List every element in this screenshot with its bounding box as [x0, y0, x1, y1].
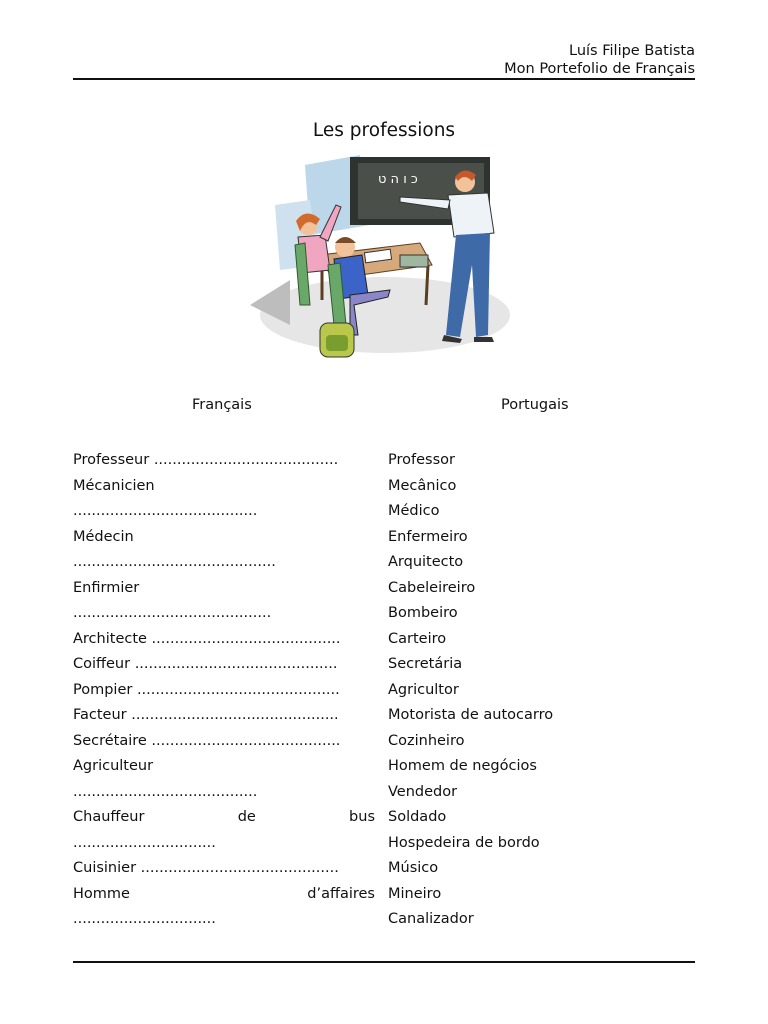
page-header	[504, 42, 695, 78]
french-line	[73, 703, 375, 729]
portuguese-word: Músico	[388, 860, 439, 876]
author-name: Luís Filipe Batista	[569, 43, 695, 59]
french-word: de	[237, 809, 256, 825]
portuguese-word: Cozinheiro	[388, 732, 465, 749]
french-line	[73, 627, 375, 653]
french-line	[73, 856, 375, 882]
column-heading-portuguese: Portugais	[501, 397, 569, 413]
french-word: Agriculteur	[73, 758, 154, 774]
french-word: bus	[349, 809, 375, 825]
french-word: ...............................	[73, 834, 216, 851]
portuguese-word: Hospedeira de bordo	[388, 834, 540, 851]
french-line	[73, 550, 375, 576]
french-word: Coiffeur ............................................	[73, 656, 338, 672]
french-line	[73, 831, 375, 857]
french-line	[73, 474, 375, 500]
french-line	[73, 525, 375, 551]
french-word: Professeur ........................................	[73, 452, 339, 468]
french-word: ...........................................	[73, 605, 272, 621]
portuguese-word: Médico	[388, 503, 440, 519]
french-word: ...............................	[73, 911, 216, 927]
french-line	[73, 754, 375, 780]
portfolio-title: Mon Portefolio de Français	[504, 61, 695, 77]
french-word: Architecte .........................................	[73, 630, 341, 647]
classroom-illustration	[250, 155, 520, 370]
page-title: Les professions	[312, 120, 456, 141]
french-line	[73, 907, 375, 933]
french-word: Facteur .............................................	[73, 707, 339, 723]
french-word: ........................................	[73, 783, 258, 800]
portuguese-word: Cabeleireiro	[388, 579, 476, 596]
footer-rule	[73, 961, 695, 963]
portuguese-word: Mineiro	[388, 885, 442, 902]
french-word: ............................................	[73, 554, 276, 570]
french-line	[73, 652, 375, 678]
french-line	[73, 601, 375, 627]
french-word: Chauffeur	[73, 809, 145, 825]
french-word: Mécanicien	[73, 477, 155, 494]
french-line	[73, 678, 375, 704]
portuguese-word: Professor	[388, 452, 455, 468]
french-line	[73, 805, 375, 831]
portuguese-word: Motorista de autocarro	[388, 707, 554, 723]
portuguese-word: Agricultor	[388, 681, 459, 698]
portuguese-word: Secretária	[388, 656, 463, 672]
portuguese-word: Arquitecto	[388, 554, 464, 570]
french-word: Homme	[73, 885, 130, 902]
french-word: ........................................	[73, 503, 258, 519]
header-rule	[73, 78, 695, 80]
portuguese-word: Homem de negócios	[388, 758, 537, 774]
french-word: Pompier ............................................	[73, 681, 340, 698]
french-line	[73, 780, 375, 806]
board-text: כ ו ה ט	[378, 172, 418, 187]
french-line	[73, 499, 375, 525]
portuguese-word: Canalizador	[388, 911, 474, 927]
french-word: d’affaires	[307, 885, 375, 902]
french-line	[73, 448, 375, 474]
portuguese-word: Enfermeiro	[388, 528, 468, 545]
column-heading-french: Français	[192, 397, 252, 413]
french-vocabulary-list	[73, 448, 375, 933]
french-line	[73, 882, 375, 908]
portuguese-word: Soldado	[388, 809, 447, 825]
portuguese-word: Carteiro	[388, 630, 447, 647]
french-word: Médecin	[73, 528, 134, 545]
french-line	[73, 729, 375, 755]
portuguese-vocabulary-list	[388, 448, 553, 933]
portuguese-word: Bombeiro	[388, 605, 458, 621]
french-word: Secrétaire .........................................	[73, 732, 341, 749]
portuguese-word: Mecânico	[388, 477, 457, 494]
french-line	[73, 576, 375, 602]
french-word: Cuisinier ...........................................	[73, 860, 339, 876]
french-word: Enfirmier	[73, 579, 140, 596]
portuguese-word: Vendedor	[388, 783, 458, 800]
